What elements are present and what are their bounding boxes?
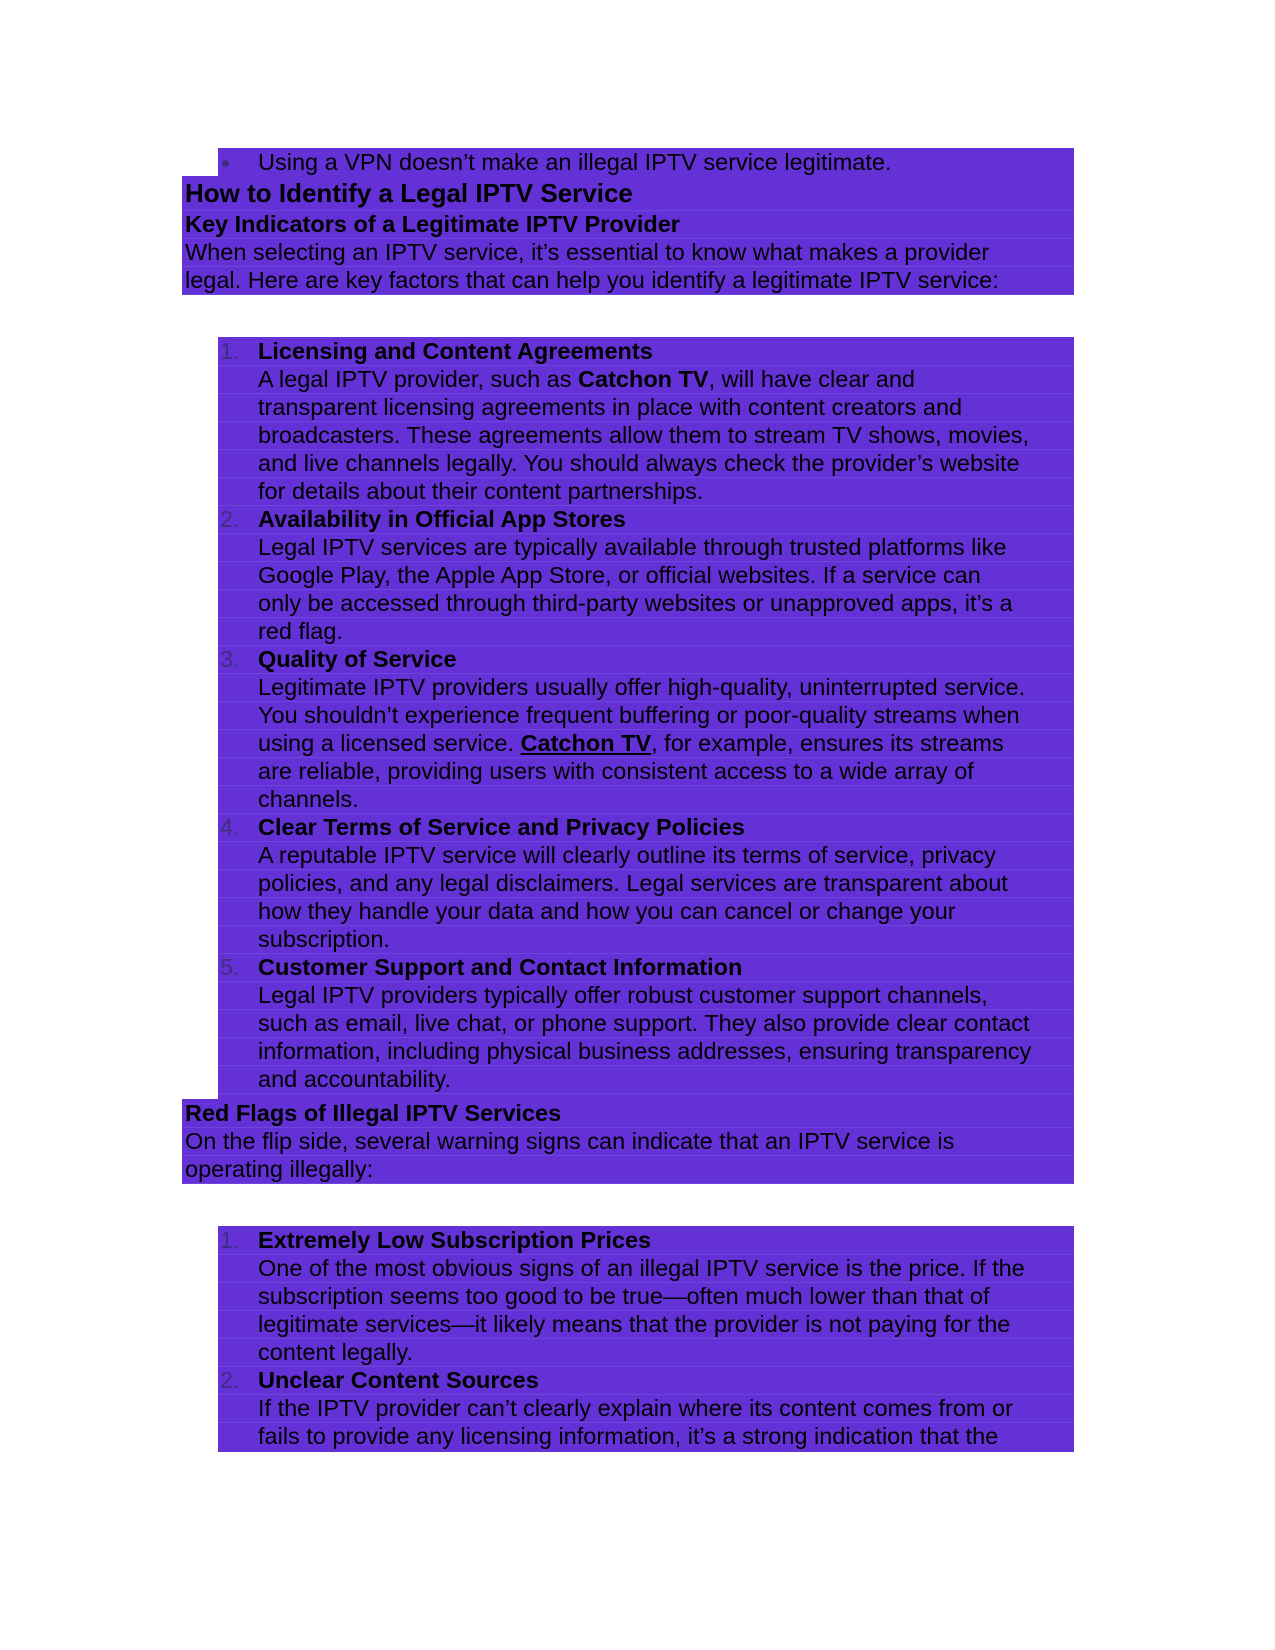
subheading — [182, 1099, 1074, 1128]
list-number: 5. — [220, 954, 240, 980]
list-item-line: legitimate services—it likely means that the provider is not paying for the — [218, 1310, 1074, 1339]
list-item-line: channels. — [218, 785, 1074, 814]
paragraph-line: When selecting an IPTV service, it’s essential to know what makes a provider — [182, 238, 1074, 267]
list-number: 1. — [220, 1227, 240, 1253]
paragraph-line: legal. Here are key factors that can help you identify a legitimate IPTV service: — [182, 266, 1074, 295]
list-item-line: subscription seems too good to be true—often much lower than that of — [218, 1282, 1074, 1311]
paragraph-line: On the flip side, several warning signs can indicate that an IPTV service is — [182, 1127, 1074, 1156]
list-item-line: If the IPTV provider can’t clearly explain where its content comes from or — [218, 1394, 1074, 1423]
list-item-line: content legally. — [218, 1338, 1074, 1367]
list-item-line: fails to provide any licensing information, it’s a strong indication that the — [258, 1423, 999, 1449]
list-item-line: and accountability. — [218, 1065, 1074, 1094]
list-number: 3. — [220, 646, 240, 672]
subheading-text: Red Flags of Illegal IPTV Services — [185, 1100, 562, 1126]
intro-bullet-block — [218, 148, 1074, 176]
list-item-line: for details about their content partnerships. — [218, 477, 1074, 506]
list-item-line: subscription. — [218, 925, 1074, 954]
list-item-title: 3. Quality of Service — [218, 645, 1074, 674]
list-item-line: information, including physical business addresses, ensuring transparency — [218, 1037, 1074, 1066]
subheading-text: Key Indicators of a Legitimate IPTV Provider — [185, 211, 680, 237]
list-item-line: and live channels legally. You should always check the provider’s website — [218, 449, 1074, 478]
bullet-icon — [222, 160, 229, 167]
list-number: 4. — [220, 814, 240, 840]
brand-name: Catchon TV — [578, 366, 709, 392]
list-item-line: using a licensed service. Catchon TV, for example, ensures its streams — [218, 729, 1074, 758]
list-item-line: Legal IPTV services are typically available through trusted platforms like — [218, 533, 1074, 562]
list-item-line: policies, and any legal disclaimers. Legal services are transparent about — [218, 869, 1074, 898]
list-item-title: 4. Clear Terms of Service and Privacy Policies — [218, 813, 1074, 842]
paragraph-line: operating illegally: — [182, 1155, 1074, 1184]
list-number: 2. — [220, 1367, 240, 1393]
list-item — [218, 148, 1074, 177]
list-number: 2. — [220, 506, 240, 532]
list-item-line: broadcasters. These agreements allow them to stream TV shows, movies, — [218, 421, 1074, 450]
section-heading — [182, 176, 1074, 211]
heading-text: How to Identify a Legal IPTV Service — [185, 178, 633, 208]
list-item-line: Google Play, the Apple App Store, or official websites. If a service can — [218, 561, 1074, 590]
list-number: 1. — [220, 338, 240, 364]
list-item-title: 2. Availability in Official App Stores — [218, 505, 1074, 534]
list-item-line: only be accessed through third-party websites or unapproved apps, it’s a — [218, 589, 1074, 618]
section2-block — [182, 1099, 1074, 1183]
list-item-line: such as email, live chat, or phone support. They also provide clear contact — [218, 1009, 1074, 1038]
section1-block — [182, 176, 1074, 294]
indicators-list — [218, 337, 1074, 1099]
list-item-line: You shouldn’t experience frequent buffering or poor-quality streams when — [218, 701, 1074, 730]
list-item-title: 1. Licensing and Content Agreements — [218, 337, 1074, 366]
bullet-text: Using a VPN doesn’t make an illegal IPTV service legitimate. — [258, 149, 892, 175]
list-item-line: are reliable, providing users with consistent access to a wide array of — [218, 757, 1074, 786]
list-item-title: 2. Unclear Content Sources — [218, 1366, 1074, 1395]
list-item-line: One of the most obvious signs of an illegal IPTV service is the price. If the — [218, 1254, 1074, 1283]
list-item-line: red flag. — [218, 617, 1074, 646]
list-item-line: A reputable IPTV service will clearly outline its terms of service, privacy — [218, 841, 1074, 870]
list-item-line: transparent licensing agreements in place with content creators and — [218, 393, 1074, 422]
list-item-line: Legitimate IPTV providers usually offer high-quality, uninterrupted service. — [218, 673, 1074, 702]
list-item-line: how they handle your data and how you can cancel or change your — [218, 897, 1074, 926]
list-item-line: Legal IPTV providers typically offer robust customer support channels, — [218, 981, 1074, 1010]
list-item-line: A legal IPTV provider, such as Catchon TV, will have clear and — [218, 365, 1074, 394]
list-item-title: 5. Customer Support and Contact Information — [218, 953, 1074, 982]
list-item-title: 1. Extremely Low Subscription Prices — [218, 1226, 1074, 1255]
red-flags-list — [218, 1226, 1074, 1452]
subheading — [182, 210, 1074, 239]
catchon-tv-link[interactable]: Catchon TV — [520, 730, 652, 756]
